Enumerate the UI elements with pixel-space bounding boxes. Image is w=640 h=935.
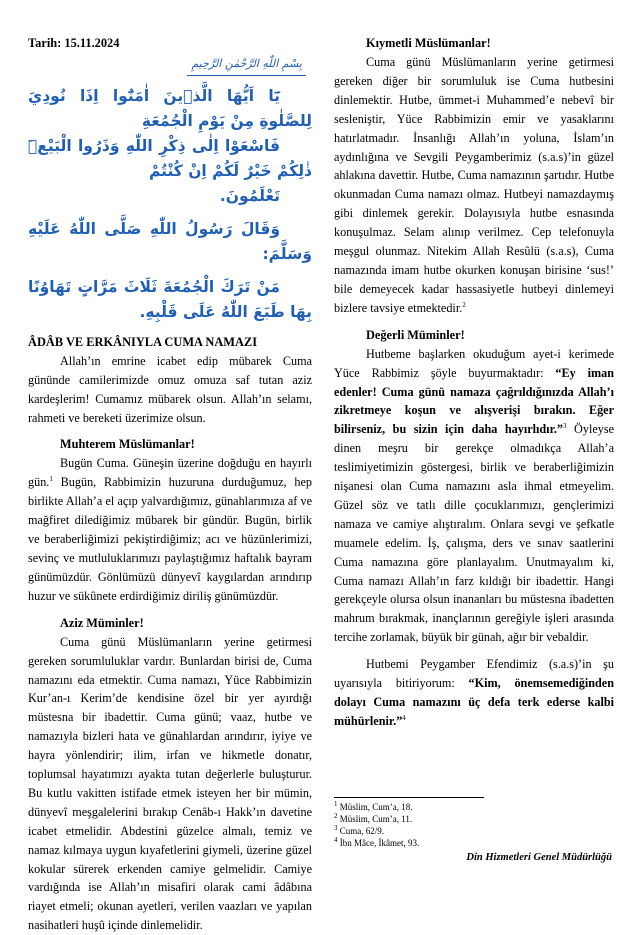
footnote-ref-1: 1	[49, 475, 53, 484]
hadith-quote: “Kim, önemsemediğinden dolayı Cuma namazını üç defa terk ederse kalbi mühürlenir.”	[334, 676, 614, 728]
footnote-ref-4: 4	[402, 713, 406, 722]
footnote-1: $^1$ Müslim, Cum’a, 18.	[334, 800, 413, 812]
footnote-ref-3: 3	[563, 422, 567, 431]
signature: Din Hizmetleri Genel Müdürlüğü	[466, 852, 612, 863]
arabic-verse-line-3: تَعْلَمُونَ.	[219, 186, 280, 205]
arabic-verse-line-1: يَٓا اَيُّهَا الَّذ۪ينَ اٰمَنُٓوا اِذَا نُودِيَ لِلصَّلٰوةِ مِنْ يَوْمِ الْجُمُعَةِ	[28, 86, 312, 130]
left-column	[28, 34, 312, 935]
paragraph-2: Cuma günü Müslümanların yerine getirmesi gereken sorumluluklar vardır. Bunlardan birisi de, Cuma namazını eda etmektir. Cuma namazı, Yüce Rabbimizin Kur’an-ı Kerim’de kendisine özel bir yer ayırdığı müstesna bir ibadettir. Cuma günü; vaaz, hutbe ve namazıyla bizleri hata ve günahlardan arındırır, iyiye ve hayra yönlendirir; ilim, irfan ve hikmetle donatır, toplumsal hayatımızı ayakta tutan değerlerle buluşturur. Bu kutlu vakitten istifade etmek isteyen her bir mümin, dünyevî meşgalelerini bırakıp Cenâb-ı Hakk’ın davetine icabet etmelidir. Abdestini güzelce almalı, temiz ve namaz kılmaya uygun kıyafetlerini giymeli, üzerine güzel kokular sürerek erkenden camiye gelmelidir. Camiye vardığında ise Allah’ın misafiri olarak cami âdâbına riayet etmeli; okunan ayetleri, verilen vaazları ve yapılan nasihatleri huşû içinde dinlemelidir.	[28, 634, 312, 933]
sermon-title: ÂDÂB VE ERKÂNIYLA CUMA NAMAZI	[28, 334, 258, 349]
intro-paragraph: Allah’ın emrine icabet edip mübarek Cuma gününde camilerimizde omuz omuza saf tutan aziz kardeşlerim! Cumamız mübarek olsun. Allah’ın selamı, rahmeti ve bereketi üzerimize olsun.	[28, 353, 312, 425]
heading-kiymetli: Kıymetli Müslümanlar!	[366, 36, 491, 50]
arabic-hadith: مَنْ تَرَكَ الْجُمُعَةَ ثَلَاثَ مَرَّاتٍ تَهَاوُنًا بِهَا طَبَعَ اللّٰهُ عَلَى قَلْبِهِ.	[28, 277, 312, 321]
heading-aziz: Aziz Müminler!	[60, 615, 144, 630]
basmala-calligraphy: بِسْمِ اللّٰهِ الرَّحْمٰنِ الرَّحِيمِ	[187, 55, 306, 76]
footnote-divider	[334, 797, 484, 798]
paragraph-4: Hutbeme başlarken okuduğum ayet-i kerimede Yüce Rabbimiz şöyle buyurmaktadır: “Ey iman edenler! Cuma günü namaza çağrıldığınızda Allah’ı zikretmeye koşun ve alışverişi bırakın. Eğer bilirseniz, bu sizin için daha hayırlıdır.”$^3$ Öyleyse dinen meşru bir gerekçe olmadıkça Allah’a teslimiyetimizin göstergesi, birlik ve beraberliğimizin nişanesi olan Cuma namazını asla ihmal etmeyelim. Güzel söz ve tatlı dille çocuklarımızı, gençlerimizi namaza ve camiye alıştıralım. Onlara sevgi ve şefkatle muamele edelim. İş, çalışma, ders ve sınav saatlerini Cuma namazına göre planlayalım. Unutmayalım ki, Cuma namazı Allah’ın farz kıldığı bir ibadettir. Hangi gerekçeyle olursa olsun inananları bu müstesna ibadetten mahrum bırakmak, inançlarının gereğiyle işleri arasında tercihe zorlamak, büyük bir günah, ağır bir vebaldir.	[334, 346, 614, 645]
paragraph-5: Hutbemi Peygamber Efendimiz (s.a.s)’in şu uyarısıyla bitiriyorum: “Kim, önemsemediğinden dolayı Cuma namazını üç defa terk ederse kalbi mühürlenir.”$^4$	[334, 657, 614, 728]
footnote-ref-2: 2	[462, 300, 466, 309]
heading-muhterem: Muhterem Müslümanlar!	[60, 437, 195, 452]
footnotes	[334, 797, 614, 849]
footnote-4: $^4$ İbn Mâce, İkâmet, 93.	[334, 836, 420, 848]
arabic-verse-line-2: فَاسْعَوْا اِلٰى ذِكْرِ اللّٰهِ وَذَرُوا الْبَيْعَۜ ذٰلِكُمْ خَيْرٌ لَكُمْ اِنْ كُنْتُمْ	[28, 136, 312, 180]
paragraph-1: Bugün Cuma. Güneşin üzerine doğduğu en hayırlı gün.$^1$ Bugün, Rabbimizin huzuruna durduğumuz, hep birlikte Allah’a el açıp yalvardığımız, günahlarımıza af ve mağfiret dilediğimiz mübarek bir gündür. Bugün, birlik ve beraberliğimizi pekiştirdiğimiz; acı ve hüzünlerimizi, sevinç ve mutluluklarımızı paylaştığımız haftalık bayram günümüzdür. Gönlümüzü dünyevî kaygılardan arındırıp huzur ve sükûnete erdirdiğimiz diriliş günümüzdür.	[28, 456, 312, 603]
footnote-2: $^2$ Müslim, Cum’a, 11.	[334, 812, 413, 824]
date: Tarih: 15.11.2024	[28, 36, 120, 50]
verse-quote: “Ey iman edenler! Cuma günü namaza çağrıldığınızda Allah’ı zikretmeye koşun ve alışverişi bırakın. Eğer bilirseniz, bu sizin için daha hayırlıdır.”	[334, 365, 614, 437]
arabic-hadith-intro: وَقَالَ رَسُولُ اللّٰهِ صَلَّى اللّٰهُ عَلَيْهِ وَسَلَّمَ:	[28, 219, 312, 263]
paragraph-3: Cuma günü Müslümanların yerine getirmesi gereken diğer bir sorumluluk ise Cuma hutbesini dinlemektir. Hutbe, ümmet-i Muhammed’e nebevî bir sesleniştir, Yüce Rabbimizin emir ve yasaklarını hatırlatmadır. İnsanlığı Allah’ın yoluna, İslam’ın aydınlığına ve Sevgili Peygamberimiz (s.a.s)’in güzel ahlakına davettir. Hutbe, Cuma namazının şartıdır. Hutbe okunmadan Cuma namazı olmaz. Hutbeyi namazdaymış gibi dinlemek gerekir. Dolayısıyla hutbe esnasında konuşulmaz. Selam alınıp verilmez. Cep telefonuyla meşgul olunmaz. Nitekim Allah Resûlü (s.a.s), Cuma namazında imam hutbe okurken konuşan birisine ‘sus!’ bile demeyecek kadar hassasiyetle hutbeyi dinlemeyi bizlere tavsiye etmektedir.$^2$	[334, 55, 614, 315]
right-column	[334, 34, 614, 731]
heading-degerli: Değerli Müminler!	[366, 327, 465, 342]
footnote-3: $^3$ Cuma, 62/9.	[334, 824, 384, 836]
